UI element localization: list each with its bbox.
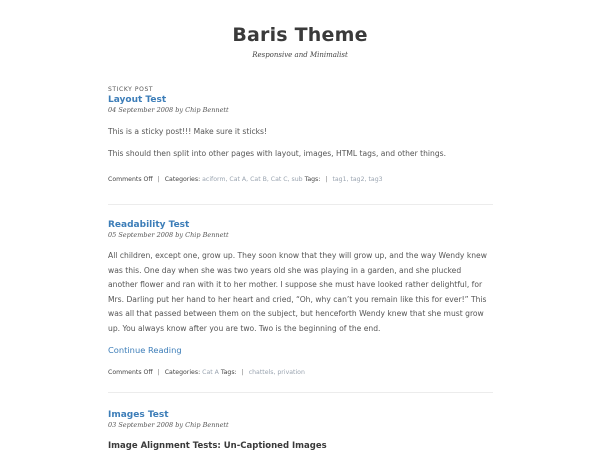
tag-links[interactable]: tag1, tag2, tag3 xyxy=(332,176,383,183)
post-content xyxy=(108,125,493,161)
post-paragraph: All children, except one, grow up. They soon know that they will grow up, and the way Wendy knew was this. One day when she was two years old she was playing in a garden, and she plucked another flower and ran with it to her mother. I suppose she must have looked rather delightful, for Mrs. Darling put her hand to her heart and cried, “Oh, why can’t you remain like this for ever!” This was all that passed between them on the subject, but henceforth Wendy knew that she must grow up. You always know after you are two. Two is the beginning of the end. xyxy=(108,251,487,333)
tags-label: Tags: xyxy=(220,369,237,376)
tag-links[interactable]: chattels, privation xyxy=(248,369,305,376)
site-description: Responsive and Minimalist xyxy=(252,51,348,59)
categories-label: Categories: xyxy=(164,176,201,183)
footer-separator: | xyxy=(157,369,160,376)
category-links[interactable]: aciform, Cat A, Cat B, Cat C, sub xyxy=(202,176,303,183)
footer-separator: | xyxy=(157,176,160,183)
post-paragraph: This should then split into other pages with layout, images, HTML tags, and other things. xyxy=(108,148,447,158)
sticky-post-label: STICKY POST xyxy=(108,86,154,93)
site-title[interactable]: Baris Theme xyxy=(232,24,368,46)
post-images-test xyxy=(108,409,493,450)
post-footer xyxy=(108,175,493,185)
post-title-link[interactable]: Images Test xyxy=(108,410,169,420)
post-footer xyxy=(108,368,493,378)
comments-status: Comments Off xyxy=(108,369,153,376)
post-meta: 03 September 2008 by Chip Bennett xyxy=(108,421,229,429)
comments-status: Comments Off xyxy=(108,176,153,183)
post-layout-test xyxy=(108,86,493,185)
post-readability-test xyxy=(108,219,493,378)
post-paragraph: This is a sticky post!!! Make sure it sticks! xyxy=(108,127,268,136)
continue-reading-link[interactable]: Continue Reading xyxy=(108,345,182,355)
post-title-link[interactable]: Readability Test xyxy=(108,220,190,230)
post-meta: 04 September 2008 by Chip Bennett xyxy=(108,106,229,114)
post-divider xyxy=(108,204,493,205)
post-subheading: Image Alignment Tests: Un-Captioned Images xyxy=(108,441,327,450)
post-title-link[interactable]: Layout Test xyxy=(108,95,167,105)
category-links[interactable]: Cat A xyxy=(202,369,219,376)
post-content xyxy=(108,249,493,336)
footer-separator: | xyxy=(325,176,328,183)
post-meta: 05 September 2008 by Chip Bennett xyxy=(108,231,229,239)
tags-label: Tags: xyxy=(304,176,321,183)
categories-label: Categories: xyxy=(164,369,201,376)
footer-separator: | xyxy=(241,369,244,376)
post-divider xyxy=(108,392,493,393)
